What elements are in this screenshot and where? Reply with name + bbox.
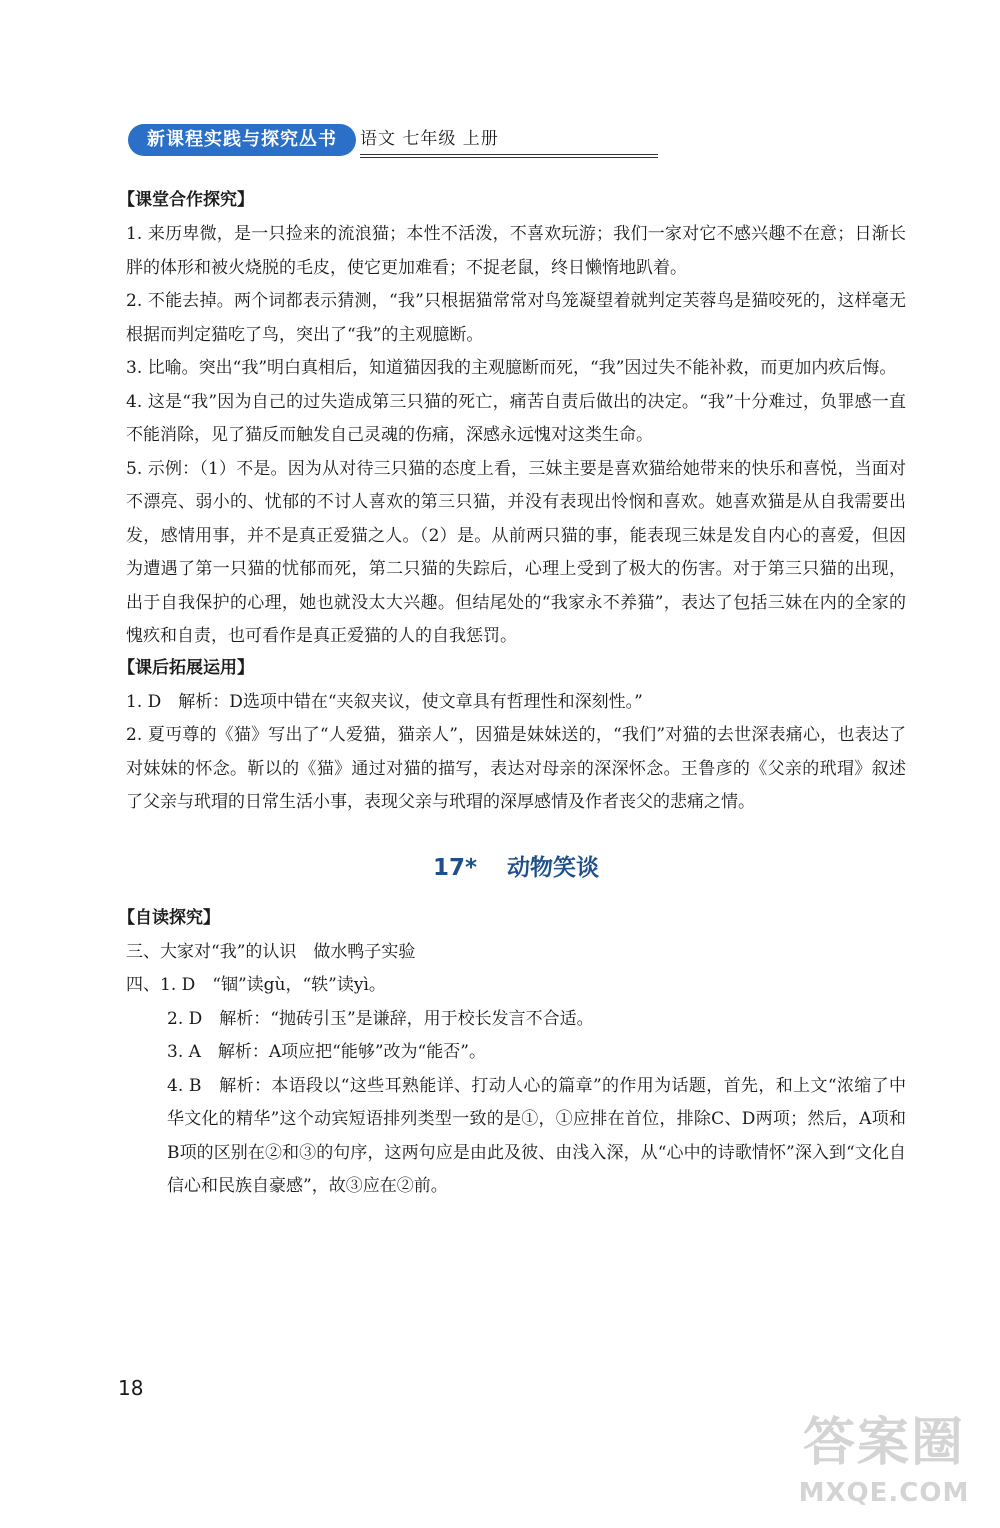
- section-heading-classroom: 【课堂合作探究】: [118, 190, 254, 210]
- answer-item: 4. 这是“我”因为自己的过失造成第三只猫的死亡，痛苦自责后做出的决定。“我”十分难过，负罪感一直不能消除，见了猫反而触发自己灵魂的伤痛，深感永远愧对这类生命。: [126, 391, 906, 445]
- watermark-logo: [784, 1408, 984, 1518]
- answer-item: 三、大家对“我”的认识 做水鸭子实验: [126, 941, 416, 962]
- series-badge: 新课程实践与探究丛书: [128, 124, 356, 156]
- section-heading-self-study: 【自读探究】: [118, 907, 220, 928]
- answer-item: 3. 比喻。突出“我”明白真相后，知道猫因我的主观臆断而死，“我”因过失不能补救，而更加内疚后悔。: [126, 358, 897, 378]
- answer-subitem: 2. D 解析：“抛砖引玉”是谦辞，用于校长发言不合适。: [167, 1008, 594, 1029]
- answer-item: 1. D 解析：D选项中错在“夹叙夹议，使文章具有哲理性和深刻性。”: [126, 691, 643, 712]
- chapter-title: 动物笑谈: [507, 854, 600, 881]
- header-rule: [360, 154, 658, 158]
- chapter-number: 17*: [432, 854, 478, 881]
- chapter-heading: [126, 848, 906, 888]
- answer-item: 四、1. D “锢”读gù，“轶”读yì。: [126, 975, 386, 995]
- answer-item: 2. 不能去掉。两个词都表示猜测，“我”只根据猫常常对鸟笼凝望着就判定芙蓉鸟是猫咬死的，这样毫无根据而判定猫吃了鸟，突出了“我”的主观臆断。: [126, 291, 906, 345]
- answer-item: 1. 来历卑微，是一只捡来的流浪猫；本性不活泼，不喜欢玩游；我们一家对它不感兴趣不在意；日渐长胖的体形和被火烧脱的毛皮，使它更加难看；不捉老鼠，终日懒惰地趴着。: [126, 224, 906, 278]
- page-number: 18: [118, 1376, 144, 1400]
- watermark-logo-text: 答案圈: [802, 1413, 965, 1473]
- answer-content: [118, 186, 906, 1204]
- answer-item: 5. 示例：（1）不是。因为从对待三只猫的态度上看，三妹主要是喜欢猫给她带来的快乐和喜悦，当面对不漂亮、弱小的、忧郁的不讨人喜欢的第三只猫，并没有表现出怜悯和喜欢。她喜欢猫是从自我需要出发，感情用事，并不是真正爱猫之人。（2）是。从前两只猫的事，能表现三妹是发自内心的喜爱，但因为遭遇了第一只猫的忧郁而死，第二只猫的失踪后，心理上受到了极大的伤害。对于第三只猫的出现，出于自我保护的心理，她也就没太大兴趣。但结尾处的“我家永不养猫”，表达了包括三妹在内的全家的愧疚和自责，也可看作是真正爱猫的人的自我惩罚。: [126, 458, 906, 646]
- page-header: [128, 124, 528, 158]
- watermark-url: MXQE.COM: [798, 1478, 970, 1508]
- answer-subitem: 4. B 解析：本语段以“这些耳熟能详、打动人心的篇章”的作用为话题，首先，和上文“浓缩了中华文化的精华”这个动宾短语排列类型一致的是①，①应排在首位，排除C、D两项；然后，A项和B项的区别在②和③的句序，这两句应是由此及彼、由浅入深，从“心中的诗歌情怀”深入到“文化自信心和民族自豪感”，故③应在②前。: [167, 1075, 906, 1196]
- section-heading-extension: 【课后拓展运用】: [118, 657, 254, 678]
- answer-item: 2. 夏丏尊的《猫》写出了“人爱猫，猫亲人”，因猫是妹妹送的，“我们”对猫的去世深表痛心，也表达了对妹妹的怀念。靳以的《猫》通过对猫的描写，表达对母亲的深深怀念。王鲁彦的《父亲的玳瑁》叙述了父亲与玳瑁的日常生活小事，表现父亲与玳瑁的深厚感情及作者丧父的悲痛之情。: [126, 725, 906, 812]
- subject-label: 语文 七年级 上册: [360, 129, 499, 149]
- answer-subitem: 3. A 解析：A项应把“能够”改为“能否”。: [167, 1042, 486, 1062]
